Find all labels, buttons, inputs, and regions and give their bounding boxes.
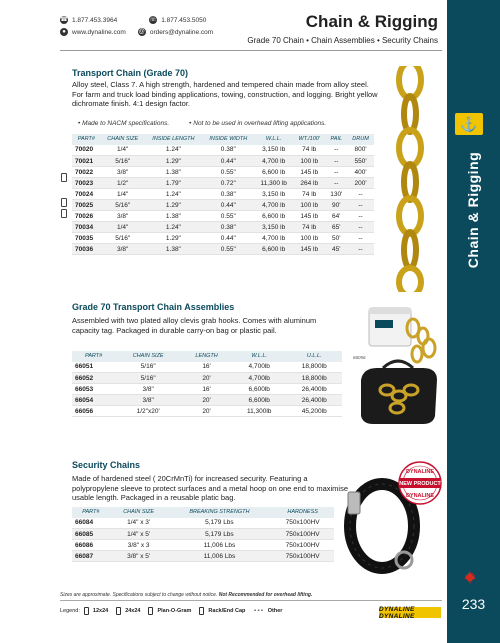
transport-chain-description: Alloy steel, Class 7. A high strength, hardened and tempered chain made from alloy steel. For farm and truck load binding applications, towing, construction, and logging. Bright yellow dichromate finish. 4:1 design factor. (72, 80, 378, 108)
planogram-icon (61, 198, 67, 207)
part-number-cell: 66084 (72, 518, 110, 529)
transport-chain-title: Transport Chain (Grade 70) (72, 68, 189, 78)
table-cell: 750x100HV (271, 540, 334, 551)
table-cell: 3/8" (115, 384, 181, 395)
col-wll: W.L.L. (232, 351, 287, 362)
table-cell: 1/4" (101, 145, 145, 156)
legend-item-24x24: 24x24 (125, 608, 141, 614)
table-cell: 26,400lb (287, 384, 343, 395)
table-cell: 400' (347, 167, 374, 178)
table-row (72, 529, 334, 540)
table-cell: 6,600lb (232, 384, 287, 395)
table-cell: 4,700lb (232, 362, 287, 373)
table-cell: 200' (347, 178, 374, 189)
table-cell: 5/16" (115, 362, 181, 373)
col-drum: DRUM (347, 134, 374, 145)
header-contacts (60, 16, 213, 40)
planogram-icon (61, 173, 67, 182)
table-cell: -- (326, 178, 348, 189)
col-weight: WT./100' (293, 134, 326, 145)
table-cell: 1/2"x20' (115, 406, 181, 417)
table-cell: 1.38" (145, 167, 202, 178)
table-row (72, 244, 374, 255)
transport-chain-table (72, 134, 374, 255)
table-cell: 800' (347, 145, 374, 156)
table-cell: 145 lb (293, 244, 326, 255)
table-cell: 3,150 lb (254, 145, 292, 156)
table-cell: 0.44" (202, 156, 254, 167)
footer-divider (60, 600, 442, 601)
table-row (72, 200, 374, 211)
col-pail: PAIL (326, 134, 348, 145)
yellow-chain-image (386, 66, 434, 292)
part-number-cell: 66053 (72, 384, 115, 395)
table-cell: 1.24" (145, 189, 202, 200)
col-part: PART# (72, 134, 101, 145)
security-table (72, 507, 334, 562)
table-row (72, 551, 334, 562)
table-cell: 74 lb (293, 189, 326, 200)
col-ull: U.L.L. (287, 351, 343, 362)
table-cell: 16' (181, 362, 232, 373)
part-number-cell: 66052 (72, 373, 115, 384)
col-inside-length: INSIDE LENGTH (145, 134, 202, 145)
part-number-cell: 70021 (72, 156, 101, 167)
bullet-no-lifting: • Not to be used in overhead lifting applications. (189, 120, 326, 127)
phone-2: 1.877.453.5050 (161, 16, 207, 24)
table-cell: 0.38" (202, 189, 254, 200)
table-cell: 4,700lb (232, 373, 287, 384)
transport-chain-bullets (78, 120, 326, 127)
table-cell: 6,600 lb (254, 244, 292, 255)
col-chain-size: CHAIN SIZE (101, 134, 145, 145)
table-cell: -- (347, 211, 374, 222)
part-number-cell: 66054 (72, 395, 115, 406)
part-number-cell: 70020 (72, 145, 101, 156)
maple-leaf-icon (462, 570, 478, 584)
table-cell: 18,800lb (287, 373, 343, 384)
legend-label: Legend: (60, 608, 80, 614)
table-cell: 100 lb (293, 156, 326, 167)
table-cell: 90' (326, 200, 348, 211)
part-number-cell: 66085 (72, 529, 110, 540)
table-cell: 0.38" (202, 145, 254, 156)
col-chain-size: CHAIN SIZE (110, 507, 168, 518)
page-number: 233 (461, 596, 486, 612)
table-cell: 1/4" (101, 222, 145, 233)
table-cell: 20' (181, 373, 232, 384)
table-cell: 6,600lb (232, 395, 287, 406)
part-number-cell: 66056 (72, 406, 115, 417)
table-cell: 3/8" x 3 (110, 540, 168, 551)
security-description: Made of hardened steel ( 20CrMnTi) for increased security. Featuring a polypropylene sleeve to protect surfaces and a metal hoop on one end to maximise usable length. Packaged in a reusable platic bag. (72, 474, 348, 502)
table-cell: 0.72" (202, 178, 254, 189)
table-cell: 3/8" (101, 244, 145, 255)
other-icon: ∘∘∘ (253, 608, 264, 614)
footnote-warning: Not Recommended for overhead lifting. (218, 592, 313, 598)
sidebar (447, 0, 500, 643)
table-header (72, 134, 374, 145)
table-cell: 5,179 Lbs (168, 529, 272, 540)
part-number-cell: 70034 (72, 222, 101, 233)
table-cell: 4,700 lb (254, 200, 292, 211)
security-title: Security Chains (72, 460, 141, 470)
table-row (72, 211, 374, 222)
table-cell: 145 lb (293, 167, 326, 178)
table-cell: 1.29" (145, 233, 202, 244)
table-row (72, 167, 374, 178)
table-cell: 130' (326, 189, 348, 200)
table-cell: 0.44" (202, 200, 254, 211)
planogram-icon (61, 209, 67, 218)
table-cell: 0.55" (202, 244, 254, 255)
table-cell: 11,006 Lbs (168, 540, 272, 551)
table-cell: -- (347, 233, 374, 244)
table-cell: -- (347, 189, 374, 200)
website-link[interactable]: www.dynaline.com (72, 28, 126, 36)
table-header (72, 507, 334, 518)
legend-item-other: Other (267, 608, 283, 614)
col-chain-size: CHAIN SIZE (115, 351, 181, 362)
table-cell: 3,150 lb (254, 189, 292, 200)
table-header (72, 351, 342, 362)
globe-icon: ● (60, 28, 68, 36)
email-icon: @ (138, 29, 145, 35)
col-hardness: HARDNESS (271, 507, 334, 518)
table-cell: 5/16" (101, 233, 145, 244)
part-number-cell: 70035 (72, 233, 101, 244)
table-cell: -- (347, 222, 374, 233)
table-cell: 6,600 lb (254, 211, 292, 222)
table-cell: 1.38" (145, 244, 202, 255)
part-number-cell: 66087 (72, 551, 110, 562)
phone-1: 1.877.453.3964 (72, 16, 118, 24)
table-cell: -- (347, 200, 374, 211)
table-cell: 0.44" (202, 233, 254, 244)
table-cell: 74 lb (293, 145, 326, 156)
part-number-cell: 66086 (72, 540, 110, 551)
12x24-icon (84, 607, 89, 615)
table-row (72, 178, 374, 189)
table-cell: 1.24" (145, 222, 202, 233)
part-number-cell: 66051 (72, 362, 115, 373)
table-cell: 1.29" (145, 156, 202, 167)
table-cell: 1/2" (101, 178, 145, 189)
table-cell: 3/8" (115, 395, 181, 406)
fax-icon: ☏ (149, 17, 157, 23)
table-cell: 100 lb (293, 200, 326, 211)
email-link[interactable]: orders@dynaline.com (149, 28, 214, 36)
col-part: PART# (72, 507, 110, 518)
assembly-image-caption: 66056 (353, 355, 366, 360)
legend-item-planogram: Plan-O-Gram (157, 608, 192, 614)
table-cell: 4,700 lb (254, 233, 292, 244)
table-row (72, 518, 334, 529)
badge-top-text: DYNALINE (405, 469, 435, 475)
table-cell: 0.38" (202, 222, 254, 233)
table-cell: 5/16" (115, 373, 181, 384)
new-product-badge (398, 461, 442, 505)
table-row (72, 362, 342, 373)
table-cell: 3/8" (101, 211, 145, 222)
table-cell: 5,179 Lbs (168, 518, 272, 529)
page-title: Chain & Rigging (305, 12, 438, 31)
table-cell: -- (326, 156, 348, 167)
table-cell: 45,200lb (287, 406, 343, 417)
table-row (72, 384, 342, 395)
sidebar-title: Chain & Rigging (465, 151, 482, 269)
table-cell: -- (326, 167, 348, 178)
col-part: PART# (72, 351, 115, 362)
col-breaking-strength: BREAKING STRENGTH (168, 507, 272, 518)
table-cell: 550' (347, 156, 374, 167)
table-row (72, 406, 342, 417)
table-cell: 3/8" (101, 167, 145, 178)
table-cell: 100 lb (293, 233, 326, 244)
legend-item-12x24: 12x24 (92, 608, 109, 614)
table-cell: 65' (326, 222, 348, 233)
bullet-nacm: • Made to NACM specifications. (78, 120, 169, 127)
table-cell: 1.38" (145, 211, 202, 222)
table-cell: 64' (326, 211, 348, 222)
table-cell: 3/8" x 5' (110, 551, 168, 562)
part-number-cell: 70025 (72, 200, 101, 211)
table-cell: 6,600 lb (254, 167, 292, 178)
part-number-cell: 70036 (72, 244, 101, 255)
badge-middle-text: NEW PRODUCT (399, 481, 441, 487)
part-number-cell: 70026 (72, 211, 101, 222)
table-cell: 3,150 lb (254, 222, 292, 233)
table-cell: 1.79" (145, 178, 202, 189)
table-row (72, 189, 374, 200)
table-row (72, 395, 342, 406)
table-cell: 750x100HV (271, 551, 334, 562)
table-cell: 750x100HV (271, 518, 334, 529)
part-number-cell: 70024 (72, 189, 101, 200)
legend-item-rack: Rack/End Cap (208, 608, 246, 614)
table-row (72, 222, 374, 233)
table-cell: 16' (181, 384, 232, 395)
table-cell: 0.55" (202, 211, 254, 222)
planogram-icon (148, 607, 153, 615)
table-cell: 264 lb (293, 178, 326, 189)
legend (60, 607, 286, 615)
table-cell: 74 lb (293, 222, 326, 233)
assemblies-table (72, 351, 342, 417)
footnote: Sizes are approximate. Specifications subject to change without notice. Not Recommended for overhead lifting. (60, 592, 313, 598)
chain-assembly-image (353, 298, 443, 433)
table-row (72, 540, 334, 551)
table-cell: 750x100HV (271, 529, 334, 540)
table-cell: 20' (181, 406, 232, 417)
table-cell: 4,700 lb (254, 156, 292, 167)
24x24-icon (116, 607, 121, 615)
header-divider (60, 50, 442, 51)
table-cell: 1/4" x 3' (110, 518, 168, 529)
rack-endcap-icon (199, 607, 204, 615)
dynaline-logo: DYNALINE DYNALINE (379, 607, 441, 618)
table-cell: 145 lb (293, 211, 326, 222)
badge-bottom-text: DYNALINE (405, 493, 435, 499)
table-cell: 1.29" (145, 200, 202, 211)
col-inside-width: INSIDE WIDTH (202, 134, 254, 145)
table-cell: 18,800lb (287, 362, 343, 373)
part-number-cell: 70022 (72, 167, 101, 178)
table-cell: -- (347, 244, 374, 255)
table-cell: -- (326, 145, 348, 156)
table-cell: 45' (326, 244, 348, 255)
table-cell: 1.24" (145, 145, 202, 156)
table-cell: 26,400lb (287, 395, 343, 406)
assemblies-title: Grade 70 Transport Chain Assemblies (72, 302, 235, 312)
table-cell: 5/16" (101, 200, 145, 211)
table-cell: 1/4" x 5' (110, 529, 168, 540)
table-row (72, 145, 374, 156)
table-cell: 11,300 lb (254, 178, 292, 189)
table-cell: 0.55" (202, 167, 254, 178)
part-number-cell: 70023 (72, 178, 101, 189)
col-wll: W.L.L. (254, 134, 292, 145)
table-cell: 50' (326, 233, 348, 244)
table-cell: 11,006 Lbs (168, 551, 272, 562)
col-length: LENGTH (181, 351, 232, 362)
hook-icon: ⚓ (455, 113, 483, 135)
assemblies-description: Assembled with two plated alloy clevis grab hooks. Comes with aluminum capacity tag. Packaged in durable carry-on bag or plastic pail. (72, 316, 317, 335)
table-cell: 11,300lb (232, 406, 287, 417)
table-row (72, 373, 342, 384)
page-subtitle: Grade 70 Chain • Chain Assemblies • Security Chains (247, 36, 438, 45)
table-cell: 1/4" (101, 189, 145, 200)
table-cell: 5/16" (101, 156, 145, 167)
phone-icon: ☎ (60, 17, 68, 23)
table-row (72, 233, 374, 244)
table-row (72, 156, 374, 167)
table-cell: 20' (181, 395, 232, 406)
